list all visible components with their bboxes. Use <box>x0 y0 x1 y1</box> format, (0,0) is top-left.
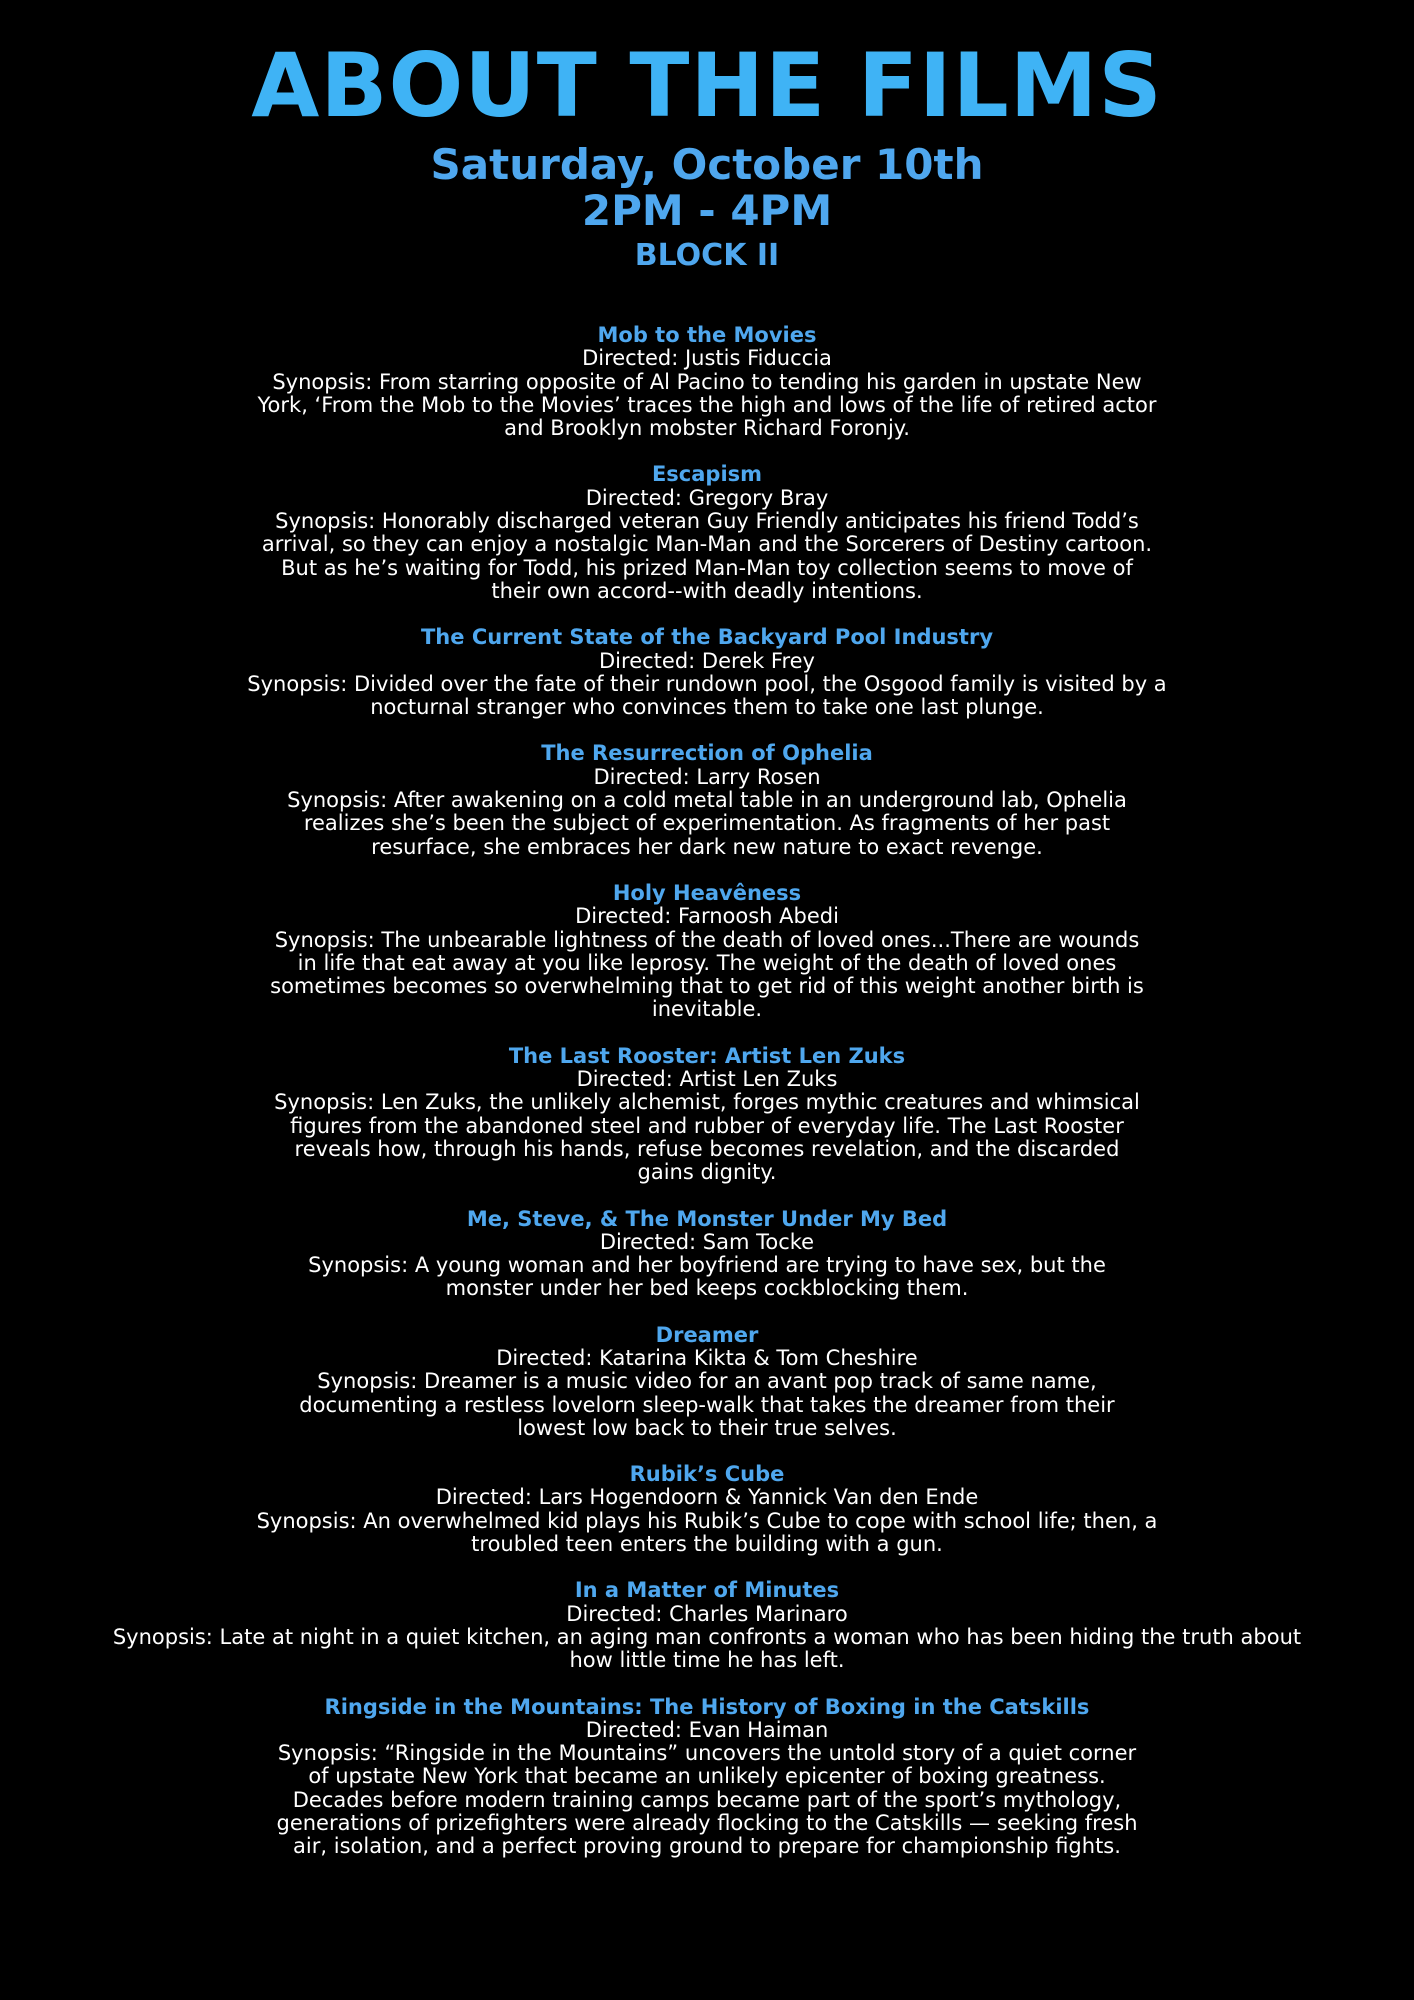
film-title: Ringside in the Mountains: The History of Boxing in the Catskills <box>324 1694 1090 1719</box>
film-title: The Last Rooster: Artist Len Zuks <box>508 1043 906 1068</box>
film-entry <box>0 882 1414 1022</box>
film-synopsis: Synopsis: After awakening on a cold metal table in an underground lab, Ophelia realizes she’s been the subject of experimentation. As fragments of her past resurface, she embraces her dark new nature to exact revenge. <box>287 788 1127 859</box>
film-entry <box>0 1463 1414 1556</box>
film-title: The Current State of the Backyard Pool Industry <box>420 625 994 650</box>
film-entry <box>0 1045 1414 1185</box>
film-synopsis: Synopsis: An overwhelmed kid plays his Rubik’s Cube to cope with school life; then, a troubled teen enters the building with a gun. <box>256 1508 1158 1557</box>
film-title: Escapism <box>651 462 763 487</box>
film-director: Directed: Evan Haiman <box>585 1717 829 1742</box>
film-title: Me, Steve, & The Monster Under My Bed <box>466 1206 948 1231</box>
film-entry <box>0 463 1414 603</box>
film-director: Directed: Farnoosh Abedi <box>575 904 839 929</box>
film-synopsis: Synopsis: Late at night in a quiet kitchen, an aging man confronts a woman who has been hiding the truth about how little time he has left. <box>112 1624 1302 1673</box>
film-synopsis: Synopsis: Dreamer is a music video for an avant pop track of same name, documenting a restless lovelorn sleep-walk that takes the dreamer from their lowest low back to their true selves. <box>299 1369 1115 1440</box>
film-title: In a Matter of Minutes <box>574 1578 840 1603</box>
film-synopsis: Synopsis: “Ringside in the Mountains” uncovers the untold story of a quiet corner of upstate New York that became an unlikely epicenter of boxing greatness. Decades before modern training camps became part of the sport’s mythology, generations of prizefighters were already flocking to the Catskills — seeking fresh air, isolation, and a perfect proving ground to prepare for championship fights. <box>276 1741 1138 1859</box>
film-director: Directed: Charles Marinaro <box>566 1601 848 1626</box>
block-label: BLOCK II <box>634 238 780 273</box>
screening-date: Saturday, October 10th <box>430 140 984 189</box>
film-entry <box>0 1579 1414 1672</box>
film-title: Rubik’s Cube <box>629 1462 785 1487</box>
page-title: ABOUT THE FILMS <box>251 34 1163 137</box>
film-entry <box>0 742 1414 858</box>
film-director: Directed: Lars Hogendoorn & Yannick Van den Ende <box>435 1485 979 1510</box>
screening-time: 2PM - 4PM <box>581 186 833 235</box>
film-title: Mob to the Movies <box>597 323 817 347</box>
film-entry <box>0 1208 1414 1301</box>
film-director: Directed: Derek Frey <box>599 648 815 673</box>
film-synopsis: Synopsis: Len Zuks, the unlikely alchemist, forges mythic creatures and whimsical figures from the abandoned steel and rubber of everyday life. The Last Rooster reveals how, through his hands, refuse becomes revelation, and the discarded gains dignity. <box>274 1090 1140 1185</box>
film-title: Dreamer <box>655 1322 759 1347</box>
film-synopsis: Synopsis: Honorably discharged veteran Guy Friendly anticipates his friend Todd’s arrival, so they can enjoy a nostalgic Man-Man and the Sorcerers of Destiny cartoon. But as he’s waiting for Todd, his prized Man-Man toy collection seems to move of their own accord--with deadly intentions. <box>261 509 1153 603</box>
film-director: Directed: Artist Len Zuks <box>576 1067 838 1092</box>
film-director: Directed: Larry Rosen <box>593 764 821 789</box>
film-list <box>0 324 1414 1859</box>
film-title: The Resurrection of Ophelia <box>541 741 873 766</box>
film-title: Holy Heavêness <box>612 880 802 905</box>
film-synopsis: Synopsis: From starring opposite of Al Pacino to tending his garden in upstate New York, ‘From the Mob to the Movies’ traces the high and lows of the life of retired actor and Brooklyn mobster Richard Foronjy. <box>257 369 1157 441</box>
film-entry <box>0 324 1414 440</box>
film-director: Directed: Gregory Bray <box>585 485 829 510</box>
film-entry <box>0 1696 1414 1859</box>
film-synopsis: Synopsis: A young woman and her boyfriend are trying to have sex, but the monster under her bed keeps cockblocking them. <box>308 1253 1106 1301</box>
film-director: Directed: Katarina Kikta & Tom Cheshire <box>496 1345 918 1370</box>
film-synopsis: Synopsis: Divided over the fate of their rundown pool, the Osgood family is visited by a nocturnal stranger who convinces them to take one last plunge. <box>247 671 1167 720</box>
film-synopsis: Synopsis: The unbearable lightness of the death of loved ones...There are wounds in life that eat away at you like leprosy. The weight of the death of loved ones sometimes becomes so overwhelming that to get rid of this weight another birth is inevitable. <box>270 927 1144 1022</box>
film-entry <box>0 626 1414 719</box>
film-entry <box>0 1324 1414 1440</box>
film-director: Directed: Justis Fiduccia <box>582 346 832 371</box>
film-director: Directed: Sam Tocke <box>599 1229 815 1254</box>
